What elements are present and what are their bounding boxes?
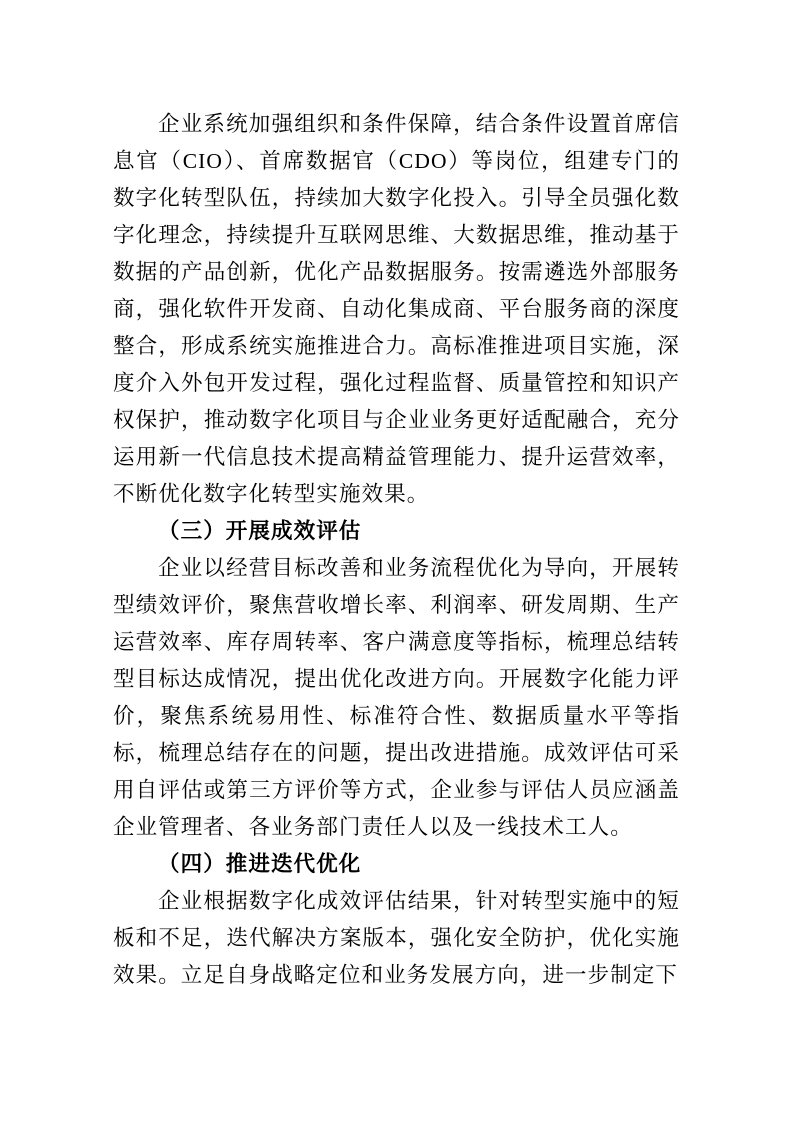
paragraph-iterative-optimization: 企业根据数字化成效评估结果，针对转型实施中的短板和不足，迭代解决方案版本，强化安全防护，优化实施效果。立足自身战略定位和业务发展方向，进一步制定下 <box>113 889 680 987</box>
section-heading-4-iterative-optimization: （四）推进迭代优化 <box>158 852 362 876</box>
paragraph-implementation-safeguards: 企业系统加强组织和条件保障，结合条件设置首席信息官（CIO）、首席数据官（CDO）等岗位，组建专门的数字化转型队伍，持续加大数字化投入。引导全员强化数字化理念，持续提升互联网思维、大数据思维，推动基于数据的产品创新，优化产品数据服务。按需遴选外部服务商，强化软件开发商、自动化集成商、平台服务商的深度整合，形成系统实施推进合力。高标准推进项目实施，深度介入外包开发过程，强化过程监督、质量管控和知识产权保护，推动数字化项目与企业业务更好适配融合，充分运用新一代信息技术提高精益管理能力、提升运营效率，不断优化数字化转型实施效果。 <box>113 112 680 506</box>
paragraph-effectiveness-evaluation: 企业以经营目标改善和业务流程优化为导向，开展转型绩效评价，聚焦营收增长率、利润率、研发周期、生产运营效率、库存周转率、客户满意度等指标，梳理总结转型目标达成情况，提出优化改进方向。开展数字化能力评价，聚焦系统易用性、标准符合性、数据质量水平等指标，梳理总结存在的问题，提出改进措施。成效评估可采用自评估或第三方评价等方式，企业参与评估人员应涵盖企业管理者、各业务部门责任人以及一线技术工人。 <box>113 556 680 839</box>
section-heading-3-effectiveness-evaluation: （三）开展成效评估 <box>158 519 362 543</box>
document-body <box>113 106 680 994</box>
